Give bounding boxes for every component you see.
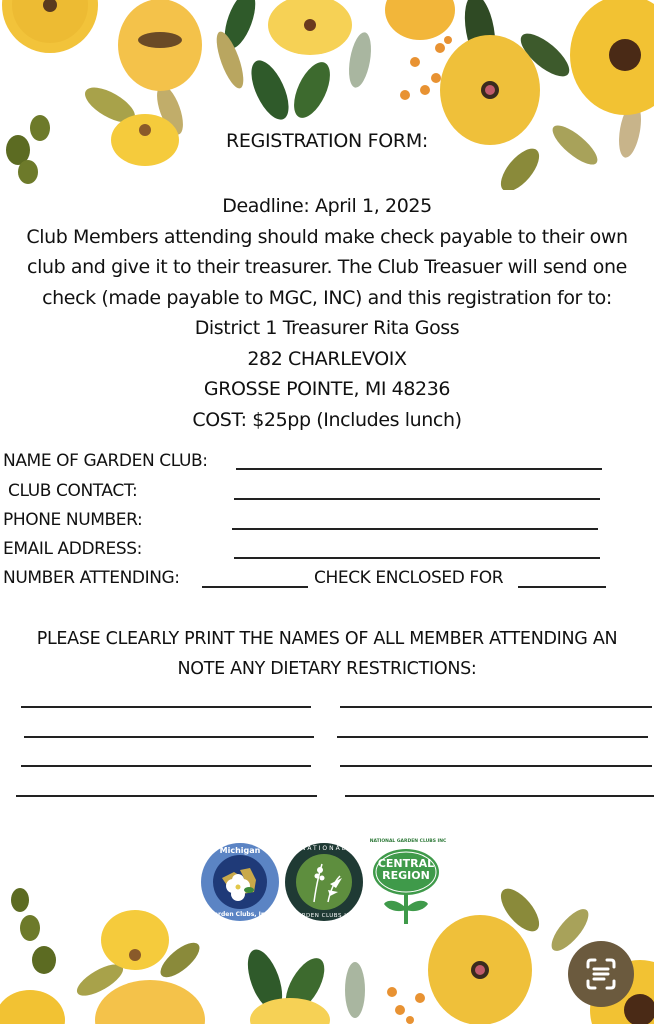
attendee-name-line[interactable] — [340, 706, 652, 708]
form-title: REGISTRATION FORM: — [225, 130, 429, 152]
floral-border-top — [0, 0, 654, 190]
national-garden-clubs-logo — [284, 842, 364, 922]
national-logo-subtext: GARDEN CLUBS INC — [292, 913, 356, 919]
street-address: 282 CHARLEVOIX — [247, 347, 407, 370]
club-contact-line[interactable] — [234, 498, 600, 500]
text-scan-button[interactable] — [568, 941, 634, 1007]
flower-icon — [0, 910, 654, 1024]
instructions-block — [0, 191, 654, 435]
central-logo-line1: CENTRAL — [377, 857, 435, 870]
names-instructions-line: NOTE ANY DIETARY RESTRICTIONS: — [177, 659, 477, 679]
names-instructions-line: PLEASE CLEARLY PRINT THE NAMES OF ALL MEMBER ATTENDING AN — [36, 629, 618, 649]
attendee-name-line[interactable] — [24, 736, 314, 738]
check-enclosed-line[interactable] — [518, 586, 606, 588]
garden-club-label: NAME OF GARDEN CLUB: — [3, 451, 208, 471]
attendee-name-line[interactable] — [21, 706, 311, 708]
central-logo-line2: REGION — [382, 869, 430, 882]
email-line[interactable] — [234, 557, 600, 559]
central-logo-arc-text: NATIONAL GARDEN CLUBS INC — [369, 839, 447, 844]
names-instructions — [0, 624, 654, 684]
cost-text: COST: $25pp (Includes lunch) — [192, 408, 462, 431]
text-scan-icon — [568, 941, 634, 1007]
attendee-name-line[interactable] — [337, 736, 648, 738]
email-label: EMAIL ADDRESS: — [3, 539, 142, 559]
deadline-text: Deadline: April 1, 2025 — [222, 195, 432, 217]
instructions-line: Club Members attending should make check payable to their own — [26, 225, 628, 248]
attendee-name-line[interactable] — [21, 765, 311, 767]
michigan-logo-text: Michigan — [219, 846, 261, 855]
national-logo-text: NATIONAL — [300, 845, 348, 852]
phone-label: PHONE NUMBER: — [3, 510, 143, 530]
michigan-logo-subtext: Garden Clubs, Inc. — [209, 911, 271, 918]
number-attending-label: NUMBER ATTENDING: — [3, 568, 180, 588]
club-contact-label: CLUB CONTACT: — [8, 481, 138, 501]
city-state-zip: GROSSE POINTE, MI 48236 — [203, 378, 451, 400]
check-enclosed-label: CHECK ENCLOSED FOR — [314, 568, 504, 588]
instructions-line: check (made payable to MGC, INC) and this registration for to: — [42, 286, 612, 309]
berry-icon — [400, 36, 452, 100]
leaf-icon — [6, 0, 645, 190]
berry-icon — [387, 987, 425, 1024]
attendee-name-line[interactable] — [340, 765, 652, 767]
phone-line[interactable] — [232, 528, 598, 530]
attendee-name-line[interactable] — [345, 795, 654, 797]
treasurer-name: District 1 Treasurer Rita Goss — [194, 317, 460, 339]
attendee-name-line[interactable] — [16, 795, 317, 797]
garden-club-line[interactable] — [236, 468, 602, 470]
number-attending-line[interactable] — [202, 586, 308, 588]
instructions-line: club and give it to their treasurer. The Club Treasuer will send one — [27, 256, 627, 278]
michigan-garden-clubs-logo — [200, 842, 280, 922]
central-region-logo — [368, 838, 448, 926]
